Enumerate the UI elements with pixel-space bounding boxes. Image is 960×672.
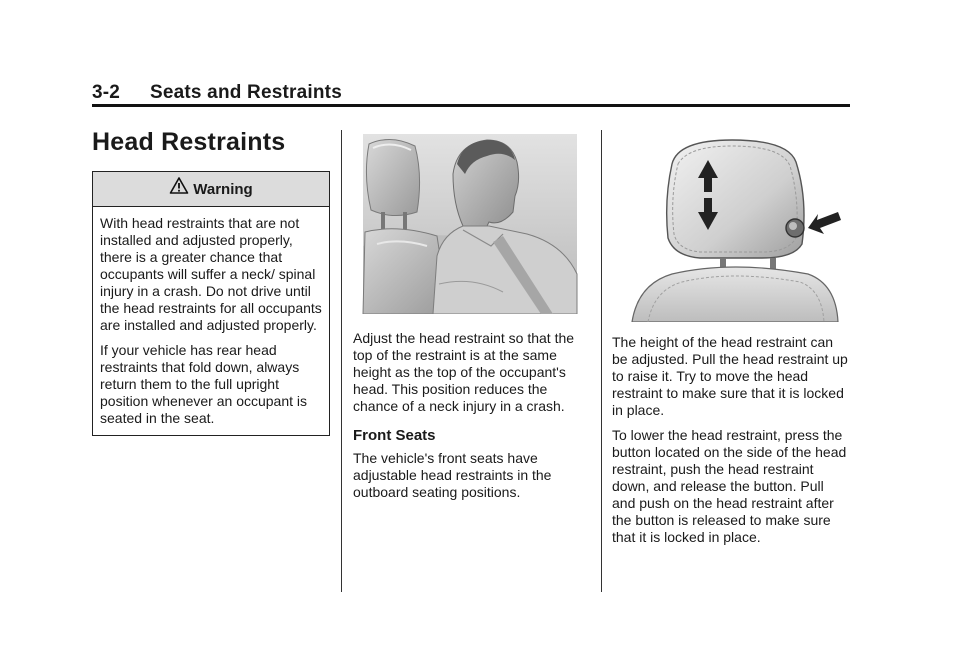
section-title: Seats and Restraints — [150, 82, 342, 103]
section-number: 3-2 — [92, 82, 121, 103]
warning-paragraph-2: If your vehicle has rear head restraints that fold down, always return them to the full upright position whenever an occupant is seated in the seat. — [100, 342, 308, 426]
column-divider-2 — [601, 130, 602, 592]
column-right-text — [612, 334, 850, 546]
head-restraint-adjustment-illustration — [612, 134, 850, 322]
front-seats-paragraph: The vehicle's front seats have adjustable head restraints in the outboard seating positions. — [353, 450, 552, 500]
column-middle-text — [353, 330, 589, 501]
column-divider-1 — [341, 130, 342, 592]
running-head — [92, 82, 342, 104]
page-title: Head Restraints — [92, 128, 286, 156]
column-left — [92, 128, 330, 436]
adjust-paragraph: Adjust the head restraint so that the top of the restraint is at the same height as the top of the occupant's head. This position reduces the chance of a neck injury in a crash. — [353, 330, 575, 414]
warning-header — [93, 172, 329, 207]
warning-triangle-icon — [169, 176, 189, 196]
pointer-arrow-icon — [808, 212, 841, 234]
warning-body — [93, 207, 329, 435]
warning-label: Warning — [193, 180, 253, 198]
lower-restraint-paragraph: To lower the head restraint, press the button located on the side of the head restraint, push the head restraint down, and release the button. Pull and push on the head restraint after the button is released to make sure that it is locked in place. — [612, 427, 847, 545]
height-adjust-paragraph: The height of the head restraint can be adjusted. Pull the head restraint up to raise it. Try to move the head restraint to make sure that it is locked in place. — [612, 334, 848, 418]
column-middle — [353, 134, 589, 509]
occupant-head-restraint-illustration — [353, 134, 589, 314]
header-rule — [92, 104, 850, 107]
page-header — [92, 82, 852, 108]
warning-box — [92, 171, 330, 436]
front-seats-heading: Front Seats — [353, 427, 436, 444]
warning-paragraph-1: With head restraints that are not installed and adjusted properly, there is a greater chance that occupants will suffer a neck/ spinal injury in a crash. Do not drive until the head restraints for all occupants are installed and adjusted properly. — [100, 215, 322, 333]
column-right — [612, 134, 850, 554]
